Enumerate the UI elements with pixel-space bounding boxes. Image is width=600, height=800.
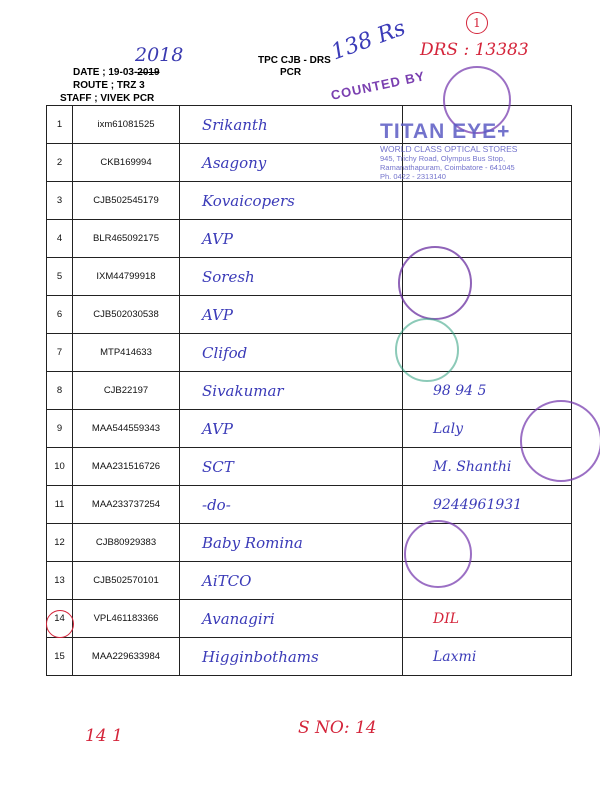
receiver-signature: Laxmi xyxy=(403,638,572,676)
table-row xyxy=(47,334,572,372)
handwritten-drs: DRS : 13383 xyxy=(420,40,529,60)
awb-number: CJB502570101 xyxy=(73,562,180,600)
table-row xyxy=(47,486,572,524)
footer-left-note: 14 1 xyxy=(85,726,123,746)
awb-number: MAA229633984 xyxy=(73,638,180,676)
receiver-signature: DIL xyxy=(403,600,572,638)
staff-line: STAFF ; VIVEK PCR xyxy=(60,93,155,104)
footer-right-note: S NO: 14 xyxy=(298,718,377,738)
consignee-name: Kovaicopers xyxy=(180,182,403,220)
awb-number: BLR465092175 xyxy=(73,220,180,258)
awb-number: CJB22197 xyxy=(73,372,180,410)
date-text: DATE ; 19-03- xyxy=(73,67,138,78)
awb-number: MTP414633 xyxy=(73,334,180,372)
titan-subtitle: WORLD CLASS OPTICAL STORES xyxy=(380,144,518,154)
awb-number: MAA231516726 xyxy=(73,448,180,486)
receiver-signature: 9244961931 xyxy=(403,486,572,524)
row-number: 5 xyxy=(47,258,73,296)
consignee-name: Srikanth xyxy=(180,106,403,144)
route-line: ROUTE ; TRZ 3 xyxy=(73,80,145,91)
coimbatore-stamp xyxy=(398,246,472,320)
row-number: 14 xyxy=(47,600,73,638)
titan-stamp xyxy=(380,120,570,181)
table-row xyxy=(47,296,572,334)
consignee-name: AVP xyxy=(180,410,403,448)
center-title-2: PCR xyxy=(280,67,302,78)
row-number: 1 xyxy=(47,106,73,144)
awb-number: CJB80929383 xyxy=(73,524,180,562)
titan-address-1: 945, Trichy Road, Olympus Bus Stop, xyxy=(380,154,506,163)
center-title-1: TPC CJB - DRS xyxy=(258,55,331,66)
row-number: 7 xyxy=(47,334,73,372)
table-row xyxy=(47,448,572,486)
consignee-name: Avanagiri xyxy=(180,600,403,638)
row-number: 15 xyxy=(47,638,73,676)
date-struck-year: 2019 xyxy=(137,67,160,78)
row-number: 12 xyxy=(47,524,73,562)
receiver-signature: 98 94 5 xyxy=(403,372,572,410)
row-number: 11 xyxy=(47,486,73,524)
row-number: 9 xyxy=(47,410,73,448)
handwritten-year: 2018 xyxy=(135,44,184,66)
table-row xyxy=(47,524,572,562)
awb-number: MAA544559343 xyxy=(73,410,180,448)
consignee-name: -do- xyxy=(180,486,403,524)
table-row xyxy=(47,410,572,448)
consignee-name: Soresh xyxy=(180,258,403,296)
row-number: 10 xyxy=(47,448,73,486)
table-row xyxy=(47,182,572,220)
titan-logo-text: TITAN EYE+ xyxy=(380,120,511,143)
row-number: 3 xyxy=(47,182,73,220)
awb-number: ixm61081525 xyxy=(73,106,180,144)
row-14-circle xyxy=(46,610,74,638)
titan-address-2: Ramanathapuram, Coimbatore - 641045 xyxy=(380,163,515,172)
green-stamp xyxy=(395,318,459,382)
consignee-name: AVP xyxy=(180,296,403,334)
awb-number: CJB502545179 xyxy=(73,182,180,220)
table-row xyxy=(47,638,572,676)
row-number: 6 xyxy=(47,296,73,334)
handwritten-count: 138 Rs xyxy=(328,15,409,66)
awb-number: IXM44799918 xyxy=(73,258,180,296)
titan-phone: Ph. 0422 - 2313140 xyxy=(380,172,446,181)
row-number: 2 xyxy=(47,144,73,182)
consignee-name: Higginbothams xyxy=(180,638,403,676)
delivery-table xyxy=(46,105,572,676)
awb-number: CJB502030538 xyxy=(73,296,180,334)
consignee-name: Baby Romina xyxy=(180,524,403,562)
row-number: 13 xyxy=(47,562,73,600)
row-number: 8 xyxy=(47,372,73,410)
consignee-name: Sivakumar xyxy=(180,372,403,410)
table-row xyxy=(47,600,572,638)
date-line xyxy=(73,67,160,78)
receiver-signature: Laly xyxy=(403,410,572,448)
consignee-name: Asagony xyxy=(180,144,403,182)
receiver-signature: M. Shanthi xyxy=(403,448,572,486)
counted-by-stamp: COUNTED BY xyxy=(329,68,427,103)
awb-number: VPL461183366 xyxy=(73,600,180,638)
boutique-stamp xyxy=(404,520,472,588)
row-number: 4 xyxy=(47,220,73,258)
receiver-signature xyxy=(403,182,572,220)
table-row xyxy=(47,562,572,600)
consignee-name: SCT xyxy=(180,448,403,486)
table-row xyxy=(47,258,572,296)
table-row xyxy=(47,220,572,258)
circled-number: 1 xyxy=(466,12,488,34)
arya-vaidya-stamp xyxy=(520,400,600,482)
consignee-name: AVP xyxy=(180,220,403,258)
consignee-name: AiTCO xyxy=(180,562,403,600)
table-row xyxy=(47,372,572,410)
awb-number: CKB169994 xyxy=(73,144,180,182)
awb-number: MAA233737254 xyxy=(73,486,180,524)
consignee-name: Clifod xyxy=(180,334,403,372)
